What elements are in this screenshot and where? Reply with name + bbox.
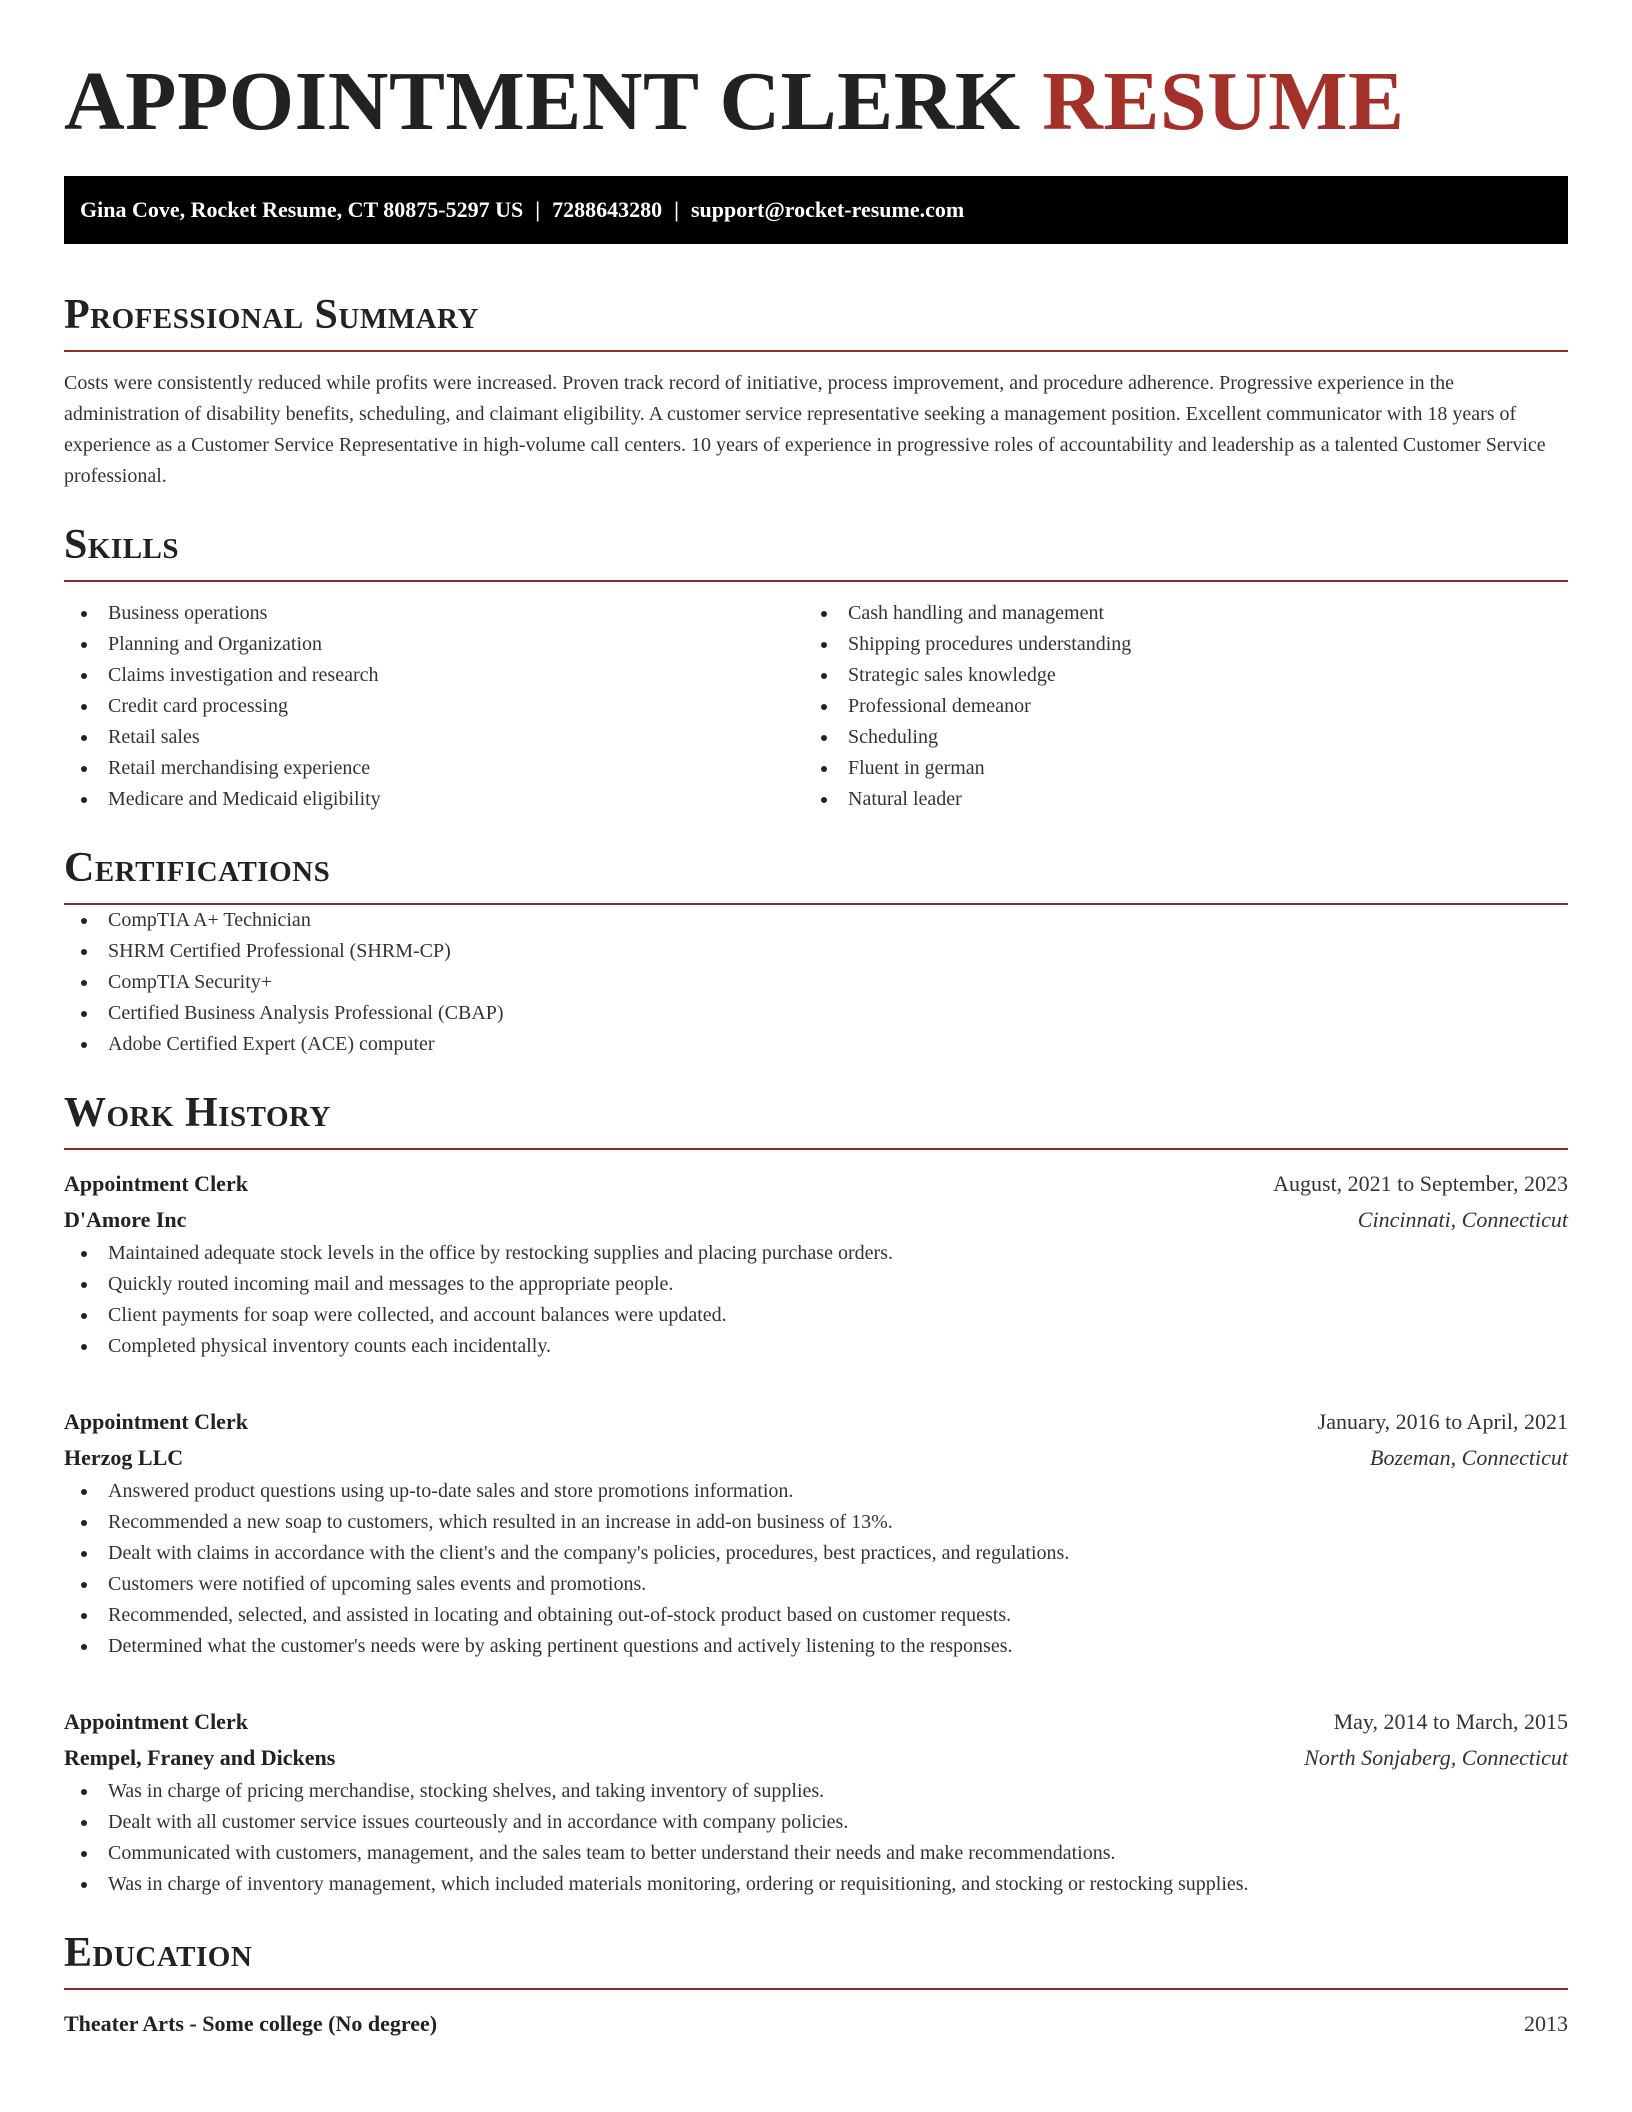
certification-item: Certified Business Analysis Professional (CBAP) [64, 998, 1568, 1029]
skill-item: Cash handling and management [804, 598, 1568, 629]
skill-item: Scheduling [804, 722, 1568, 753]
skill-item: Credit card processing [64, 691, 804, 722]
job-entry [64, 1704, 1568, 1900]
job-location: Cincinnati, Connecticut [1357, 1207, 1568, 1232]
skill-item: Claims investigation and research [64, 660, 804, 691]
skills-section [64, 520, 1568, 815]
job-company-row [64, 1202, 1568, 1238]
job-company-row [64, 1440, 1568, 1476]
job-company: Herzog LLC [64, 1445, 184, 1470]
job-duty: Dealt with all customer service issues courteously and in accordance with company policies. [64, 1807, 1568, 1838]
summary-heading: Professional Summary [64, 292, 479, 338]
section-divider [64, 1988, 1568, 1990]
job-duty: Was in charge of inventory management, which included materials monitoring, ordering or requisitioning, and stocking or restocking supplies. [64, 1869, 1568, 1900]
job-duty: Determined what the customer's needs were by asking pertinent questions and actively listening to the responses. [64, 1631, 1568, 1662]
contact-separator: | [674, 197, 679, 222]
summary-text: Costs were consistently reduced while profits were increased. Proven track record of initiative, process improvement, and procedure adherence. Progressive experience in the administration of disability benefits, scheduling, and claimant eligibility. A customer service representative seeking a management position. Excellent communicator with 18 years of experience as a Customer Service Representative in high-volume call centers. 10 years of experience in progressive roles of accountability and leadership as a talented Customer Service professional. [64, 372, 1546, 487]
education-year: 2013 [1524, 2011, 1568, 2036]
contact-email: support@rocket-resume.com [690, 197, 965, 222]
skill-item: Shipping procedures understanding [804, 629, 1568, 660]
job-duties [64, 1476, 1568, 1662]
skills-grid [64, 598, 1568, 815]
skill-item: Business operations [64, 598, 804, 629]
summary-section [64, 290, 1568, 492]
job-company-row [64, 1740, 1568, 1776]
job-duty: Was in charge of pricing merchandise, stocking shelves, and taking inventory of supplies. [64, 1776, 1568, 1807]
section-divider [64, 580, 1568, 582]
job-duties [64, 1776, 1568, 1900]
job-duty: Answered product questions using up-to-date sales and store promotions information. [64, 1476, 1568, 1507]
job-duty: Maintained adequate stock levels in the office by restocking supplies and placing purchase orders. [64, 1238, 1568, 1269]
job-duty: Recommended, selected, and assisted in locating and obtaining out-of-stock product based on customer requests. [64, 1600, 1568, 1631]
job-title: Appointment Clerk [64, 1709, 248, 1734]
job-entry [64, 1166, 1568, 1362]
certification-item: Adobe Certified Expert (ACE) computer [64, 1029, 1568, 1060]
job-company: D'Amore Inc [64, 1207, 187, 1232]
skill-item: Natural leader [804, 784, 1568, 815]
certifications-section [64, 843, 1568, 1060]
skill-item: Strategic sales knowledge [804, 660, 1568, 691]
section-divider [64, 1148, 1568, 1150]
contact-bar [64, 176, 1568, 244]
job-location: North Sonjaberg, Connecticut [1304, 1745, 1568, 1770]
certifications-list [64, 905, 1568, 1060]
certifications-heading: Certifications [64, 845, 331, 891]
contact-address: Gina Cove, Rocket Resume, CT 80875-5297 US [80, 197, 524, 222]
job-header-row [64, 1704, 1568, 1740]
job-title: Appointment Clerk [64, 1171, 248, 1196]
skills-column-right [804, 598, 1568, 815]
skill-item: Planning and Organization [64, 629, 804, 660]
job-company: Rempel, Franey and Dickens [64, 1745, 336, 1770]
job-dates: August, 2021 to September, 2023 [1273, 1171, 1568, 1196]
work-history-heading: Work History [64, 1090, 331, 1136]
job-duty: Customers were notified of upcoming sales events and promotions. [64, 1569, 1568, 1600]
certification-item: SHRM Certified Professional (SHRM-CP) [64, 936, 1568, 967]
contact-phone: 7288643280 [552, 197, 663, 222]
education-section [64, 1928, 1568, 2042]
title-main: APPOINTMENT CLERK [64, 55, 1021, 148]
job-duty: Recommended a new soap to customers, which resulted in an increase in add-on business of 13%. [64, 1507, 1568, 1538]
job-header-row [64, 1166, 1568, 1202]
job-header-row [64, 1404, 1568, 1440]
skills-heading: Skills [64, 522, 180, 568]
work-history-section [64, 1088, 1568, 1900]
resume-title [64, 0, 1568, 152]
skills-column-left [64, 598, 804, 815]
job-duty: Dealt with claims in accordance with the client's and the company's policies, procedures, best practices, and regulations. [64, 1538, 1568, 1569]
skill-item: Fluent in german [804, 753, 1568, 784]
job-duty: Quickly routed incoming mail and messages to the appropriate people. [64, 1269, 1568, 1300]
job-duties [64, 1238, 1568, 1362]
education-degree: Theater Arts - Some college (No degree) [64, 2011, 438, 2036]
job-duty: Completed physical inventory counts each incidentally. [64, 1331, 1568, 1362]
certification-item: CompTIA Security+ [64, 967, 1568, 998]
education-heading: Education [64, 1930, 253, 1976]
skill-item: Medicare and Medicaid eligibility [64, 784, 804, 815]
certification-item: CompTIA A+ Technician [64, 905, 1568, 936]
contact-separator: | [535, 197, 541, 222]
education-header-row [64, 2006, 1568, 2042]
job-location: Bozeman, Connecticut [1370, 1445, 1568, 1470]
title-accent: RESUME [1042, 55, 1405, 148]
job-duty: Communicated with customers, management, and the sales team to better understand their needs and make recommendations. [64, 1838, 1568, 1869]
job-duty: Client payments for soap were collected, and account balances were updated. [64, 1300, 1568, 1331]
job-dates: May, 2014 to March, 2015 [1333, 1709, 1568, 1734]
section-divider [64, 350, 1568, 352]
skill-item: Professional demeanor [804, 691, 1568, 722]
resume-content [64, 0, 1568, 2042]
job-dates: January, 2016 to April, 2021 [1317, 1409, 1568, 1434]
skill-item: Retail sales [64, 722, 804, 753]
education-entry [64, 2006, 1568, 2042]
job-entry [64, 1404, 1568, 1662]
job-title: Appointment Clerk [64, 1409, 248, 1434]
skill-item: Retail merchandising experience [64, 753, 804, 784]
